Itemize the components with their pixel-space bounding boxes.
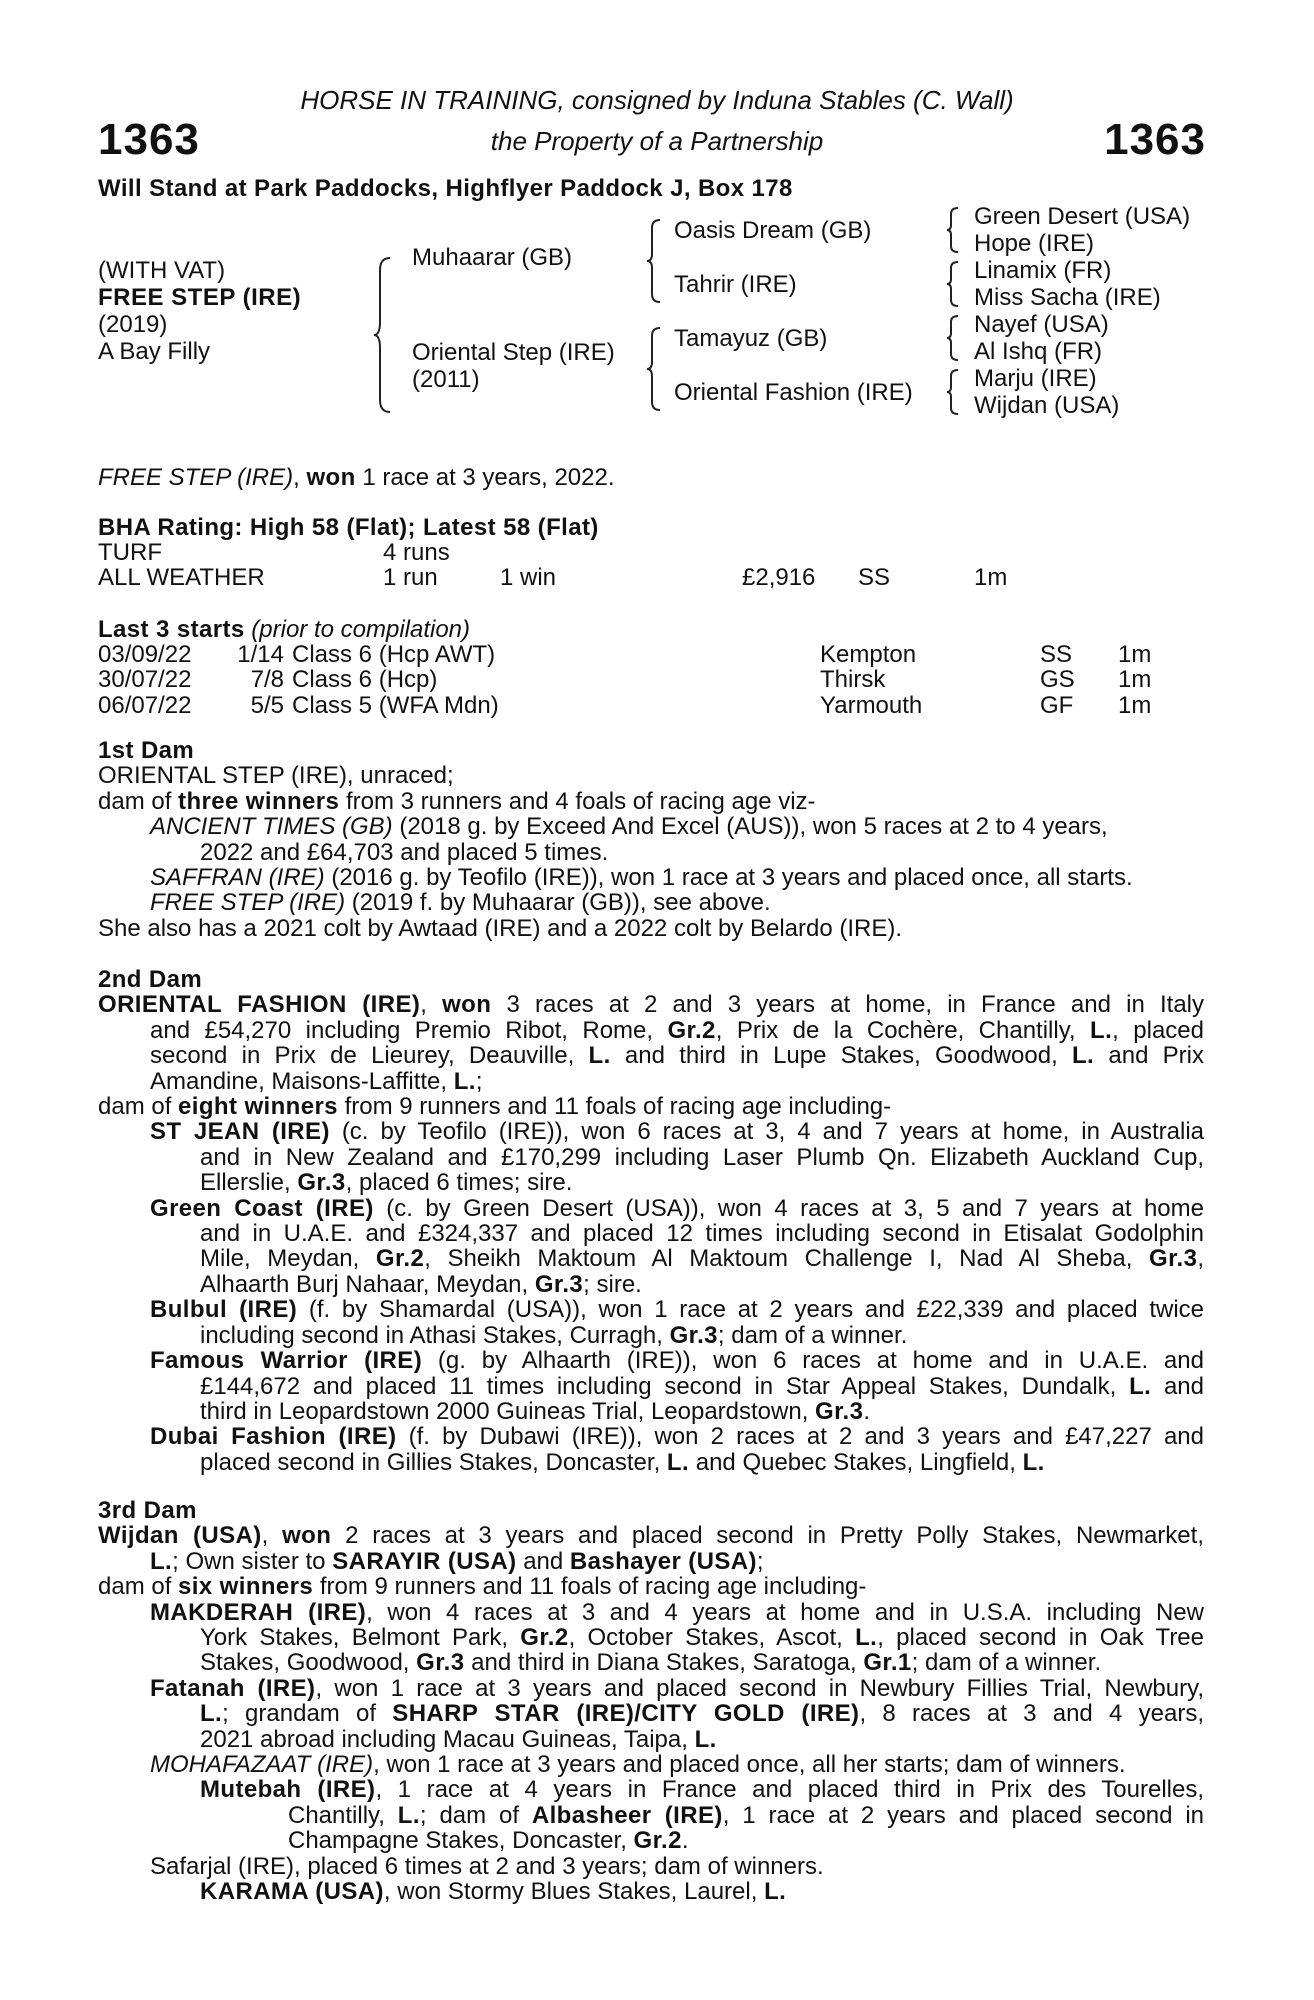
t: L.: [855, 1624, 878, 1652]
t: , placed second in Oak Tree: [877, 1624, 1205, 1652]
t: L.: [1129, 1372, 1152, 1400]
horse-name: FREE STEP (IRE): [98, 284, 302, 311]
progeny-continuation: [98, 1803, 1204, 1828]
rating-wins: 1 win: [500, 564, 557, 591]
dam-dam: Oriental Fashion (IRE): [674, 379, 913, 406]
t: ; grandam of: [222, 1700, 393, 1728]
progeny-dubai-fashion: [98, 1424, 1204, 1449]
third-dam-line1: [98, 1523, 1204, 1548]
start-position: 7/8: [250, 666, 284, 694]
start-distance: 1m: [1118, 666, 1152, 694]
summary-rest: 1 race at 3 years, 2022.: [362, 464, 615, 491]
t: and: [1151, 1372, 1204, 1400]
t: and third in Lupe Stakes, Goodwood,: [610, 1042, 1072, 1070]
t: , 1 race at 2 years and placed second in: [722, 1801, 1205, 1829]
first-dam-foals: She also has a 2021 colt by Awtaad (IRE) and a 2022 colt by Belardo (IRE).: [98, 914, 903, 942]
start-distance: 1m: [1118, 691, 1152, 719]
rating-prize: £2,916: [742, 564, 816, 591]
grandprogeny-karama: [98, 1879, 1204, 1904]
consignor-line: HORSE IN TRAINING, consigned by Induna Stables (C. Wall): [300, 85, 1014, 115]
t: (c. by Teofilo (IRE)), won 6 races at 3, 4 and 7 years at home, in Australia: [329, 1118, 1204, 1146]
start-date: 03/09/22: [98, 641, 192, 668]
dam-sire: Tamayuz (GB): [674, 325, 828, 352]
t: , placed: [1112, 1016, 1204, 1044]
brace-sire-dam: [372, 256, 392, 414]
progeny-name: FREE STEP (IRE): [150, 889, 346, 917]
t: , October Stakes, Ascot,: [568, 1624, 856, 1652]
start-course: Thirsk: [820, 666, 886, 694]
t: , won Stormy Blues Stakes, Laurel,: [383, 1878, 765, 1906]
progeny-name: ST JEAN (IRE): [150, 1118, 330, 1146]
progeny-name: Green Coast (IRE): [150, 1194, 374, 1222]
ggdam-4: Wijdan (USA): [974, 392, 1120, 419]
second-dam-line3: [98, 1043, 1204, 1068]
t: , won 1 race at 3 years and placed second in Newbury Fillies Trial, Newbury,: [315, 1674, 1204, 1702]
t: 3 races at 2 and 3 years at home, in France and in Italy: [491, 991, 1204, 1019]
t: , won 4 races at 3 and 4 years at home and in U.S.A. including New: [366, 1598, 1204, 1626]
t: ,: [420, 991, 443, 1019]
t: York Stakes, Belmont Park,: [200, 1624, 521, 1652]
progeny-famous-warrior: [98, 1348, 1204, 1373]
t: SHARP STAR (IRE)/CITY GOLD (IRE): [392, 1700, 860, 1728]
t: dam of: [98, 787, 179, 815]
progeny-fatanah: [98, 1676, 1204, 1701]
t: from 9 runners and 11 foals of racing age including-: [313, 1573, 867, 1601]
progeny-st-jean: [98, 1119, 1204, 1144]
progeny-continuation: [98, 1272, 1204, 1297]
progeny-safarjal: Safarjal (IRE), placed 6 times at 2 and 3 years; dam of winners.: [150, 1852, 824, 1880]
ggsire-1: Green Desert (USA): [974, 203, 1191, 230]
progeny-continuation: [98, 1650, 1204, 1675]
start-course: Kempton: [820, 641, 917, 668]
start-row: [98, 667, 1204, 692]
progeny-continuation: [98, 1727, 1204, 1752]
t: 2 races at 3 years and placed second in Pretty Polly Stakes, Newmarket,: [331, 1522, 1204, 1550]
second-dam-line4: [98, 1069, 1204, 1094]
t: from 9 runners and 11 foals of racing age including-: [337, 1093, 892, 1121]
progeny-continuation: [98, 1246, 1204, 1271]
progeny-name: Bulbul (IRE): [150, 1296, 298, 1324]
t: Gr.2: [667, 1016, 716, 1044]
ggdam-3: Al Ishq (FR): [974, 338, 1103, 365]
ggdam-2: Miss Sacha (IRE): [974, 284, 1161, 311]
t: (c. by Green Desert (USA)), won 4 races at 3, 5 and 7 years at home: [373, 1194, 1204, 1222]
t: second in Prix de Lieurey, Deauville,: [150, 1042, 589, 1070]
t: £144,672 and placed 11 times including second in Star Appeal Stakes, Dundalk,: [200, 1372, 1130, 1400]
t: Alhaarth Burj Nahaar, Meydan,: [200, 1270, 535, 1298]
t: Gr.1: [863, 1649, 912, 1677]
first-dam-produce-line: [98, 789, 1204, 814]
t: .: [681, 1827, 689, 1855]
t: L.: [397, 1801, 420, 1829]
progeny-name: MOHAFAZAAT (IRE): [150, 1751, 374, 1779]
t: L.: [694, 1725, 717, 1753]
second-dam-line2: [98, 1018, 1204, 1043]
ggsire-4: Marju (IRE): [974, 365, 1097, 392]
t: , 8 races at 3 and 4 years,: [859, 1700, 1204, 1728]
second-dam-line1: [98, 992, 1204, 1017]
rating-table: [98, 540, 1204, 590]
start-position: 1/14: [237, 641, 284, 668]
progeny-mohafazaat: [98, 1752, 1204, 1777]
t: , Sheikh Maktoum Al Maktoum Challenge I, Nad Al Sheba,: [424, 1245, 1150, 1273]
t: L.: [588, 1042, 611, 1070]
t: won: [442, 991, 492, 1019]
t: ; dam of a winner.: [717, 1321, 908, 1349]
progeny-continuation: and in New Zealand and £170,299 including Laser Plumb Qn. Elizabeth Auckland Cup,: [200, 1143, 1204, 1171]
ggdam-1: Hope (IRE): [974, 230, 1095, 257]
t: Gr.3: [297, 1169, 346, 1197]
winners-count: three winners: [178, 787, 340, 815]
start-course: Yarmouth: [820, 691, 923, 719]
t: and third in Diana Stakes, Saratoga,: [464, 1649, 864, 1677]
first-dam-section: [98, 738, 1204, 941]
start-going: GS: [1040, 666, 1075, 694]
brace-dam-parents: [646, 326, 662, 412]
t: Gr.3: [534, 1270, 584, 1298]
start-class: Class 6 (Hcp): [292, 666, 438, 694]
sire: Muhaarar (GB): [412, 244, 573, 271]
dam: Oriental Step (IRE): [412, 339, 615, 366]
t: Bashayer (USA): [569, 1547, 757, 1575]
third-dam-produce-line: [98, 1574, 1204, 1599]
rating-row-aw: [98, 565, 1204, 590]
t: Gr.3: [815, 1397, 864, 1425]
t: L.: [1022, 1448, 1045, 1476]
progeny-name: Dubai Fashion (IRE): [150, 1423, 397, 1451]
last-starts-title: Last 3 starts: [98, 616, 245, 643]
second-dam-produce-line: [98, 1094, 1204, 1119]
t: , 1 race at 4 years in France and placed third in Prix des Tourelles,: [375, 1776, 1205, 1804]
lot-number-right: 1363: [1104, 115, 1206, 164]
horse-description: A Bay Filly: [98, 338, 211, 365]
t: Chantilly,: [288, 1801, 398, 1829]
t: L.: [1090, 1016, 1113, 1044]
last-starts-heading: [98, 617, 1204, 642]
t: L.: [453, 1067, 476, 1095]
t: , placed 6 times; sire.: [345, 1169, 573, 1197]
brace-g78: [946, 368, 960, 416]
t: dam of: [98, 1573, 179, 1601]
t: ; sire.: [583, 1270, 642, 1298]
t: (g. by Alhaarth (IRE)), won 6 races at home and in U.A.E. and: [422, 1347, 1204, 1375]
start-distance: 1m: [1118, 641, 1152, 668]
t: and £54,270 including Premio Ribot, Rome,: [150, 1016, 668, 1044]
rating-surface: TURF: [98, 539, 162, 566]
progeny-makderah: [98, 1600, 1204, 1625]
start-row: [98, 642, 1204, 667]
winners-count: six winners: [178, 1573, 314, 1601]
t: third in Leopardstown 2000 Guineas Trial, Leopardstown,: [200, 1397, 816, 1425]
t: won: [282, 1522, 332, 1550]
t: ;: [475, 1067, 483, 1095]
t: L.: [764, 1878, 787, 1906]
t: , Prix de la Cochère, Chantilly,: [715, 1016, 1091, 1044]
t: Gr.3: [1149, 1245, 1198, 1273]
progeny-continuation: [98, 1170, 1204, 1195]
brace-sire-parents: [646, 218, 662, 304]
vat-label: (WITH VAT): [98, 257, 226, 284]
t: L.: [1071, 1042, 1095, 1070]
rating-surface: ALL WEATHER: [98, 564, 265, 591]
owner-line: the Property of a Partnership: [490, 126, 824, 156]
t: 2021 abroad including Macau Guineas, Taipa,: [200, 1725, 695, 1753]
progeny-continuation: [98, 1323, 1204, 1348]
first-dam-heading: 1st Dam: [98, 737, 195, 764]
progeny-saffran: [98, 865, 1204, 890]
start-going: GF: [1040, 691, 1074, 719]
t: dam of: [98, 1093, 179, 1121]
t: ,: [261, 1522, 283, 1550]
t: and: [516, 1547, 570, 1575]
t: L.: [666, 1448, 690, 1476]
start-class: Class 6 (Hcp AWT): [292, 641, 496, 668]
t: , won 1 race at 3 years and placed once, all her starts; dam of winners.: [373, 1751, 1126, 1779]
t: Gr.2: [375, 1245, 425, 1273]
brace-g56: [946, 314, 960, 362]
t: placed second in Gillies Stakes, Doncaster,: [200, 1448, 667, 1476]
t: including second in Athasi Stakes, Curragh,: [200, 1321, 670, 1349]
third-dam-section: [98, 1498, 1204, 1905]
t: ; Own sister to: [172, 1547, 333, 1575]
summary-won: won: [306, 464, 356, 491]
t: (f. by Shamardal (USA)), won 1 race at 2 years and £22,339 and placed twice: [297, 1296, 1205, 1324]
dam-year: (2011): [412, 366, 480, 393]
t: from 3 runners and 4 foals of racing age viz-: [339, 787, 816, 815]
last-starts-table: [98, 642, 1204, 718]
second-dam-section: [98, 967, 1204, 1475]
progeny-bulbul: [98, 1297, 1204, 1322]
start-date: 06/07/22: [98, 691, 192, 719]
progeny-name: Fatanah (IRE): [150, 1674, 316, 1702]
start-going: SS: [1040, 641, 1073, 668]
dam-name: ORIENTAL FASHION (IRE): [98, 991, 421, 1019]
t: L.: [200, 1700, 223, 1728]
t: (2016 g. by Teofilo (IRE)), won 1 race at 3 years and placed once, all starts.: [324, 864, 1133, 892]
start-date: 30/07/22: [98, 666, 192, 694]
progeny-name: MAKDERAH (IRE): [150, 1598, 367, 1626]
brace-g34: [946, 260, 960, 308]
t: ; dam of a winner.: [911, 1649, 1102, 1677]
rating-going: SS: [858, 564, 891, 591]
t: .: [863, 1397, 871, 1425]
t: (2018 g. by Exceed And Excel (AUS)), won 5 races at 2 to 4 years,: [392, 813, 1108, 841]
t: Gr.2: [520, 1624, 569, 1652]
bha-rating: BHA Rating: High 58 (Flat); Latest 58 (Flat): [98, 514, 599, 541]
t: Gr.2: [633, 1827, 682, 1855]
rating-distance: 1m: [974, 564, 1008, 591]
progeny-name: SAFFRAN (IRE): [150, 864, 325, 892]
progeny-continuation: [98, 1374, 1204, 1399]
t: (2019 f. by Muhaarar (GB)), see above.: [345, 889, 771, 917]
t: Gr.3: [669, 1321, 718, 1349]
start-class: Class 5 (WFA Mdn): [292, 691, 499, 719]
third-dam-line2: [98, 1549, 1204, 1574]
t: ,: [1197, 1245, 1204, 1273]
t: and Quebec Stakes, Lingfield,: [689, 1448, 1023, 1476]
rating-runs: 4 runs: [383, 539, 450, 566]
progeny-continuation: and in U.A.E. and £324,337 and placed 12 times including second in Etisalat Godolphin: [200, 1220, 1204, 1248]
progeny-green-coast: [98, 1196, 1204, 1221]
ggsire-3: Nayef (USA): [974, 311, 1109, 338]
t: L.: [150, 1547, 173, 1575]
progeny-ancient-times: [98, 814, 1204, 839]
progeny-continuation: [98, 1399, 1204, 1424]
race-summary: FREE STEP (IRE), won 1 race at 3 years, 2022.: [98, 464, 615, 491]
t: Amandine, Maisons-Laffitte,: [150, 1067, 454, 1095]
rating-row-turf: [98, 540, 1204, 565]
brace-g12: [946, 206, 960, 254]
start-row: [98, 693, 1204, 718]
lot-number-left: 1363: [98, 115, 200, 164]
progeny-name: KARAMA (USA): [200, 1878, 384, 1906]
winners-count: eight winners: [178, 1093, 338, 1121]
t: Mile, Meydan,: [200, 1245, 376, 1273]
t: ;: [756, 1547, 764, 1575]
progeny-free-step: [98, 890, 1204, 915]
t: SARAYIR (USA): [332, 1547, 517, 1575]
last-starts-note: (prior to compilation): [251, 616, 471, 643]
dam-name: Wijdan (USA): [98, 1522, 262, 1550]
t: Albasheer (IRE): [531, 1801, 723, 1829]
summary-horse-name: FREE STEP (IRE): [98, 464, 294, 491]
t: Ellerslie,: [200, 1169, 298, 1197]
t: (f. by Dubawi (IRE)), won 2 races at 2 and 3 years and £47,227 and: [396, 1423, 1205, 1451]
t: Champagne Stakes, Doncaster,: [288, 1827, 634, 1855]
progeny-continuation: 2022 and £64,703 and placed 5 times.: [200, 838, 609, 866]
rating-runs: 1 run: [383, 564, 438, 591]
t: ; dam of: [419, 1801, 532, 1829]
first-dam-line: ORIENTAL STEP (IRE), unraced;: [98, 762, 454, 790]
start-position: 5/5: [250, 691, 284, 719]
second-dam-heading: 2nd Dam: [98, 966, 203, 993]
progeny-continuation: [98, 1828, 1204, 1853]
third-dam-heading: 3rd Dam: [98, 1497, 197, 1524]
ggsire-2: Linamix (FR): [974, 257, 1112, 284]
t: Gr.3: [416, 1649, 465, 1677]
progeny-name: Famous Warrior (IRE): [150, 1347, 423, 1375]
progeny-name: Mutebah (IRE): [200, 1776, 376, 1804]
grandprogeny-mutebah: [98, 1777, 1204, 1802]
t: and Prix: [1094, 1042, 1204, 1070]
horse-year: (2019): [98, 311, 168, 338]
progeny-continuation: [98, 1701, 1204, 1726]
progeny-continuation: [98, 1450, 1204, 1475]
sire-dam: Tahrir (IRE): [674, 271, 797, 298]
sire-sire: Oasis Dream (GB): [674, 217, 872, 244]
stand-location: Will Stand at Park Paddocks, Highflyer Paddock J, Box 178: [98, 175, 793, 202]
progeny-name: ANCIENT TIMES (GB): [150, 813, 393, 841]
progeny-continuation: [98, 1625, 1204, 1650]
t: Stakes, Goodwood,: [200, 1649, 417, 1677]
